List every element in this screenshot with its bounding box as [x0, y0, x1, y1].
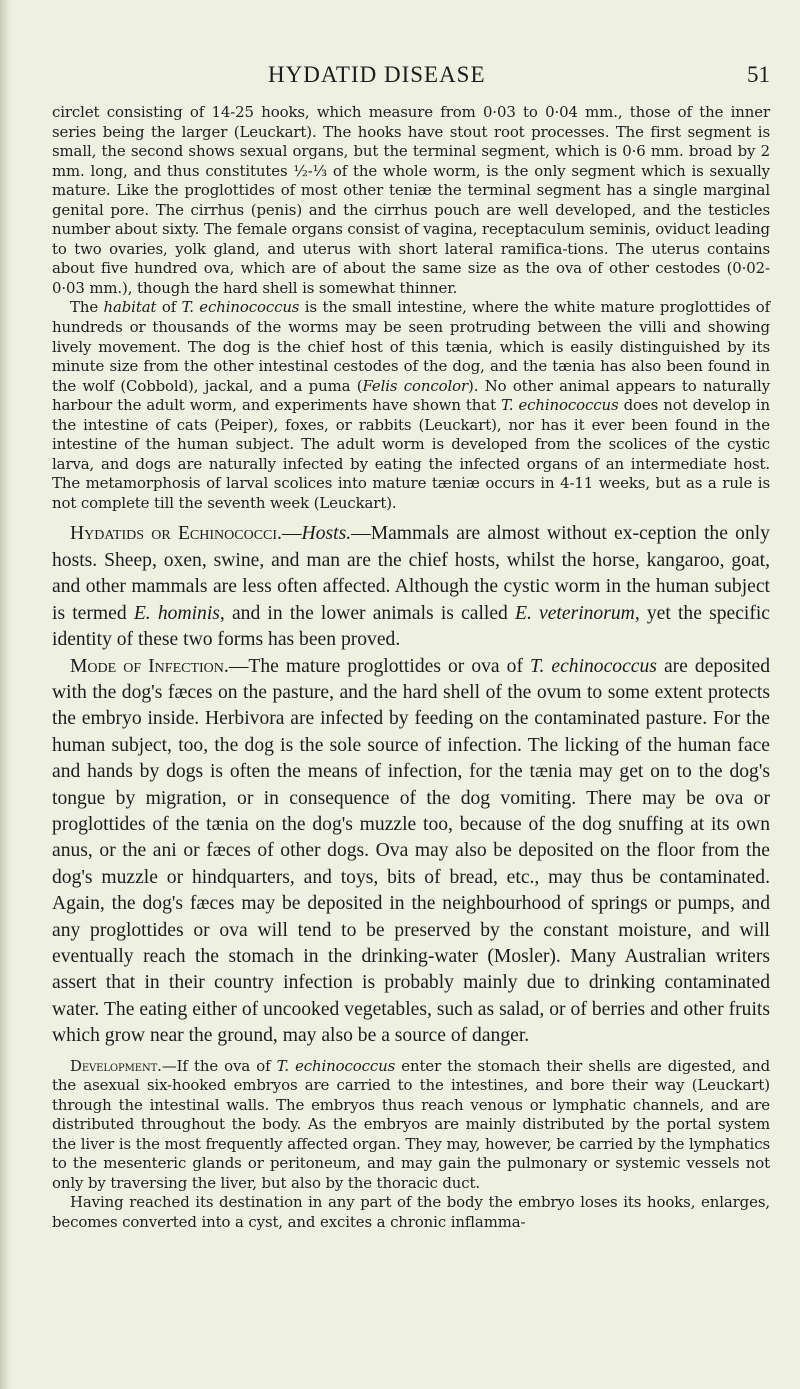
text-run: —	[281, 523, 302, 545]
text-run: ). No other animal appears to naturally harbour the adult worm, and experiments have shown that	[52, 376, 771, 415]
text-run: The	[70, 298, 104, 317]
text-run: , yet the specific identity of these two forms has been proved.	[52, 602, 771, 651]
italic-term: E. veterinorum	[515, 602, 635, 624]
section-heading: Hydatids or Echinococci.	[70, 523, 282, 545]
italic-term: T. echinococcus	[501, 396, 619, 415]
text-run: enter the stomach their shells are digested, and the asexual six-hooked embryos are carried to the intestines, and bore their way (Leuckart) through the intestinal walls. The embryos thus reach venous or lymphatic channels, and are distributed throughout the body. As the embryos are mainly distributed by the portal system the liver is the most frequently affected organ. They may, however, be carried by the lymphatics to the mesenteric glands or peritoneum, and may gain the pulmonary or systemic vessels not only by traversing the liver, but also by the thoracic duct.	[52, 1056, 770, 1192]
page-number: 51	[747, 62, 770, 87]
text-run: are deposited with the dog's fæces on the pasture, and the hard shell of the ovum to some extent protects the embryo inside. Herbivora are infected by feeding on the contaminated pasture. For the human subject, too, the dog is the sole source of infection. The licking of the human face and hands by dogs is often the means of infection, for the tænia may get on to the dog's tongue by migration, or in consequence of the dog vomiting. There may be ova or proglottides of the tænia on the dog's muzzle too, because of the dog snuffing at its own anus, or the ani or fæces of other dogs. Ova may also be deposited on the floor from the dog's muzzle or hindquarters, and toys, bits of bread, etc., may thus be contaminated. Again, the dog's fæces may be deposited in the neighbourhood of springs or pumps, and any proglottides or ova will tend to be preserved by the constant moisture, and will eventually reach the stomach in the drinking-water (Mosler). Many Australian writers assert that in their country infection is probably mainly due to drinking contaminated water. The eating either of uncooked vegetables, such as salad, or of berries and other fruits which grow near the ground, may also be a source of danger.	[52, 655, 770, 1047]
italic-term: E. hominis	[133, 602, 220, 624]
text-run: does not develop in the intestine of cats (Peiper), foxes, or rabbits (Leuckart), nor has it ever been found in the intestine of the human subject. The adult worm is developed from the scolices of the cystic larva, and dogs are naturally infected by eating the infected organs of an intermediate host. The metamorphosis of larval scolices into mature tæniæ occurs in 4-11 weeks, but as a rule is not complete till the seventh week (Leuckart).	[52, 396, 770, 512]
paragraph-hooks-and-segments: circlet consisting of 14-25 hooks, which measure from 0·03 to 0·04 mm., those of the inner series being the larger (Leuckart). The hooks have stout root processes. The first segment is small, the second shows sexual organs, but the terminal segment, which is 0·6 mm. broad by 2 mm. long, and thus constitutes ½-⅓ of the whole worm, is the only segment which is sexually mature. Like the proglottides of most other teniæ the terminal segment has a single marginal genital pore. The cirrhus (penis) and the cirrhus pouch are well developed, and the testicles number about sixty. The female organs consist of vagina, receptaculum seminis, oviduct leading to two ovaries, yolk gland, and uterus with short lateral ramifica-tions. The uterus contains about five hundred ova, which are of about the same size as the ova of other cestodes (0·02-0·03 mm.), though the hard shell is somewhat thinner.	[52, 103, 770, 297]
italic-term: T. echinococcus	[530, 655, 657, 677]
text-run: is the small intestine, where the white mature proglottides of hundreds or thousands of the worms may be seen protruding between the villi and showing lively movement. The dog is the chief host of this tænia, which is easily distinguished by its minute size from the other intestinal cestodes of the dog, and the tænia has also been found in the wolf (Cobbold), jackal, and a puma (	[52, 298, 771, 395]
running-head-title: HYDATID DISEASE	[268, 62, 486, 87]
page-binding-edge	[0, 0, 12, 1389]
paragraph-cyst-formation: Having reached its destination in any part of the body the embryo loses its hooks, enlarges, becomes converted into a cyst, and excites a chronic inflamma-	[52, 1193, 770, 1231]
italic-term: T. echinococcus	[181, 298, 300, 317]
text-run: , and in the lower animals is called	[219, 602, 515, 624]
paragraph-hydatids-hosts	[52, 521, 770, 653]
subheading: Hosts.	[301, 523, 352, 545]
text-run: —Mammals are almost without ex-ception the only hosts. Sheep, oxen, swine, and man are the chief hosts, whilst the horse, kangaroo, goat, and other mammals are less often affected. Although the cystic worm in the human subject is termed	[52, 523, 770, 624]
text-run: —The mature proglottides or ova of	[228, 655, 530, 677]
text-run: of	[156, 298, 182, 317]
page-body	[52, 103, 770, 1233]
italic-term: Felis concolor	[362, 376, 469, 395]
text-run: —If the ova of	[161, 1056, 277, 1075]
italic-term: habitat	[103, 298, 157, 317]
running-header	[118, 62, 770, 92]
italic-term: T. echinococcus	[276, 1056, 396, 1075]
paragraph-development	[52, 1057, 770, 1194]
paragraph-mode-of-infection	[52, 654, 770, 1050]
section-heading: Mode of Infection.	[70, 655, 229, 677]
section-heading: Development.	[70, 1056, 162, 1075]
paragraph-habitat	[52, 298, 770, 513]
